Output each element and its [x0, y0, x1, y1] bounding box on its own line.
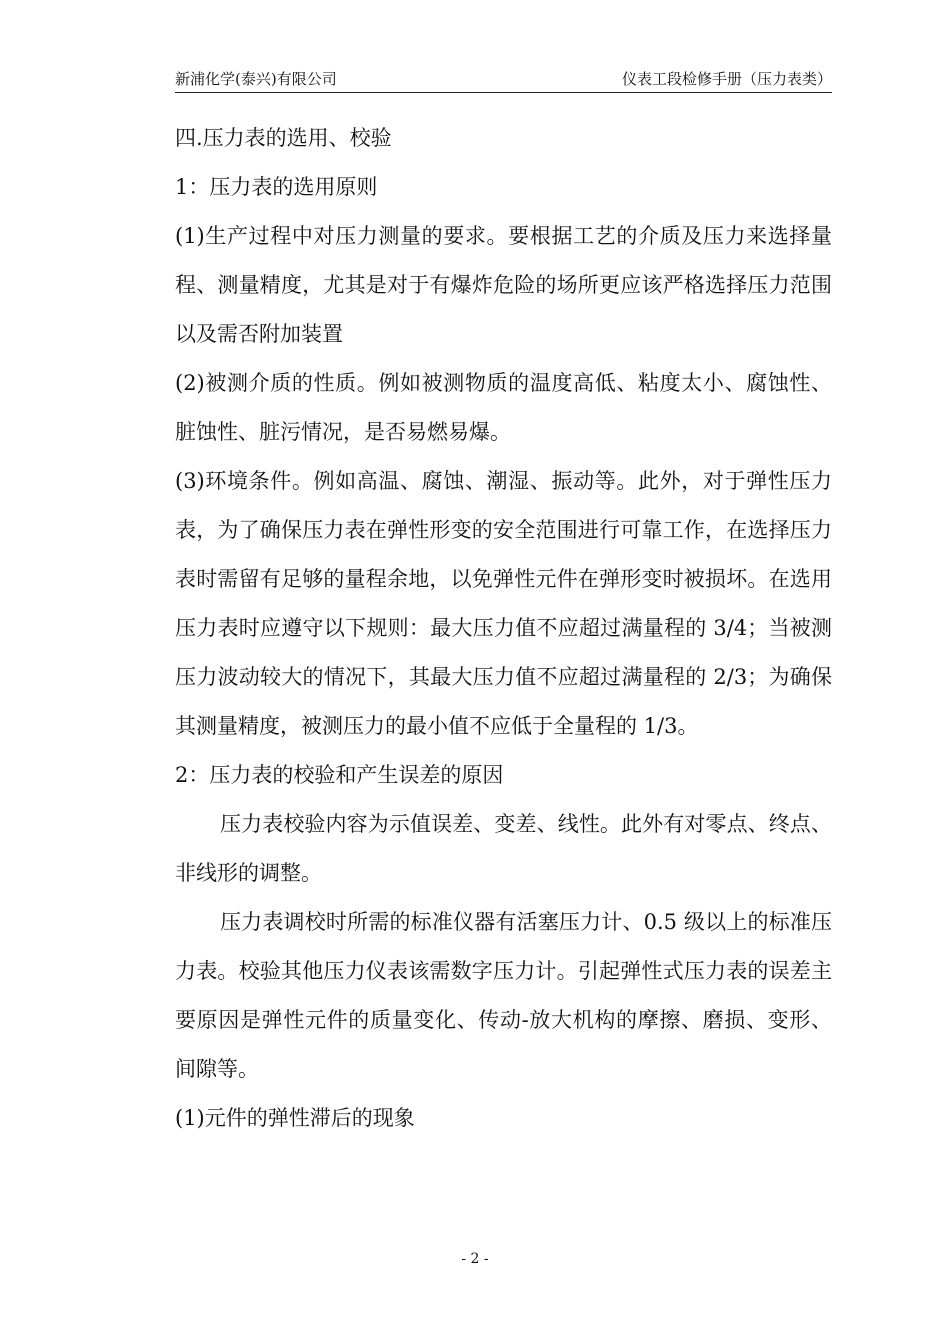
- header-manual-title: 仪表工段检修手册（压力表类）: [621, 70, 832, 88]
- page-footer: [0, 1250, 950, 1268]
- subsection-title-selection: 1：压力表的选用原则: [175, 175, 378, 199]
- paragraph-elastic-hysteresis: (1)元件的弹性滞后的现象: [175, 1106, 415, 1130]
- page-header: [175, 70, 832, 93]
- paragraph-medium-properties: (2)被测介质的性质。例如被测物质的温度高低、粘度太小、腐蚀性、脏蚀性、脏污情况，是否易燃易爆。: [175, 371, 832, 444]
- page-number: - 2 -: [461, 1251, 489, 1267]
- document-body: [175, 114, 832, 1143]
- subsection-title-calibration: 2：压力表的校验和产生误差的原因: [175, 763, 504, 787]
- paragraph-measurement-requirements: (1)生产过程中对压力测量的要求。要根据工艺的介质及压力来选择量程、测量精度，尤其是对于有爆炸危险的场所更应该严格选择压力范围以及需否附加装置: [175, 224, 832, 346]
- section-title: 四.压力表的选用、校验: [175, 126, 392, 150]
- paragraph-calibration-instruments: 压力表调校时所需的标准仪器有活塞压力计、0.5 级以上的标准压力表。校验其他压力仪表该需数字压力计。引起弹性式压力表的误差主要原因是弹性元件的质量变化、传动-放大机构的摩擦、磨损、变形、间隙等。: [175, 910, 832, 1081]
- paragraph-environment-conditions: (3)环境条件。例如高温、腐蚀、潮湿、振动等。此外，对于弹性压力表，为了确保压力表在弹性形变的安全范围进行可靠工作，在选择压力表时需留有足够的量程余地，以免弹性元件在弹形变时被损坏。在选用压力表时应遵守以下规则：最大压力值不应超过满量程的 3/4；当被测压力波动较大的情况下，其最大压力值不应超过满量程的 2/3；为确保其测量精度，被测压力的最小值不应低于全量程的 1/3。: [175, 469, 832, 738]
- paragraph-calibration-content: 压力表校验内容为示值误差、变差、线性。此外有对零点、终点、非线形的调整。: [175, 812, 832, 885]
- header-company: 新浦化学(泰兴)有限公司: [175, 70, 337, 88]
